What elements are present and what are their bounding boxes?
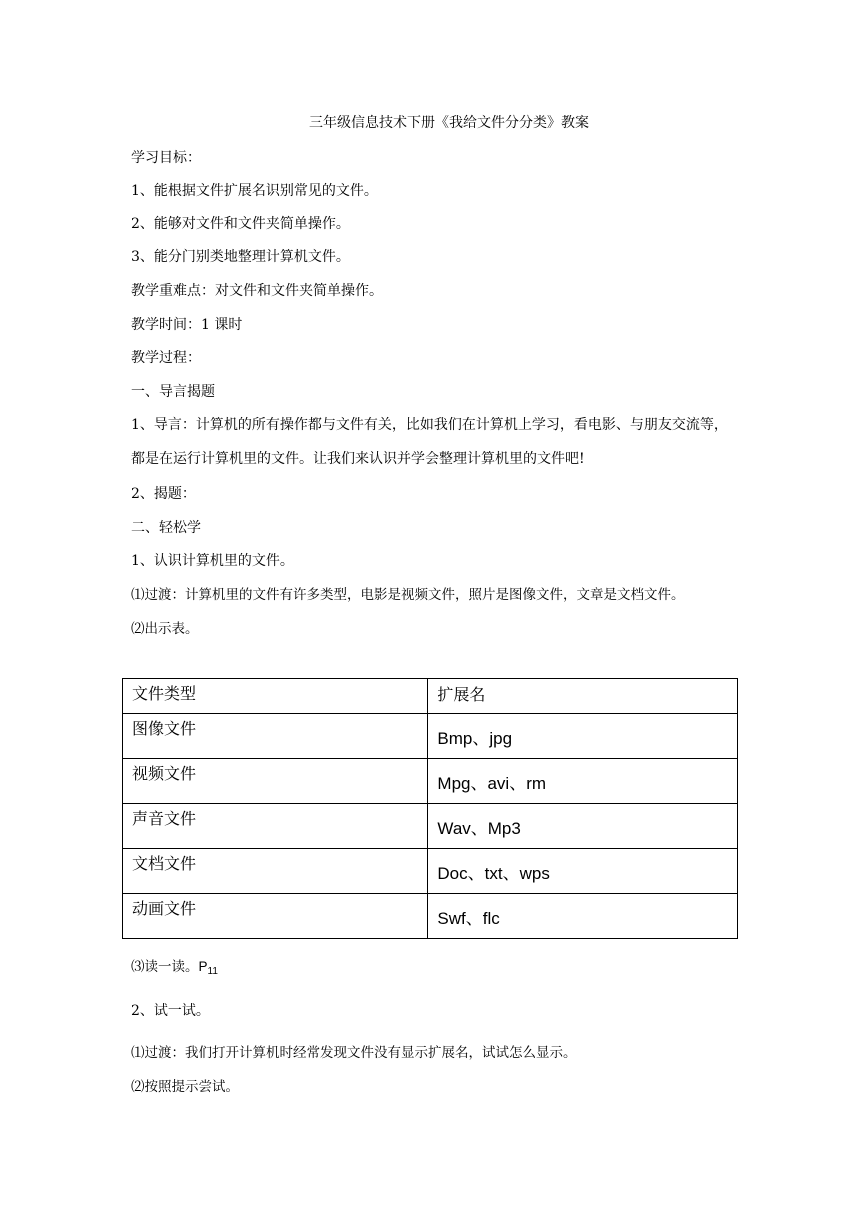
key-difficulty: 教学重难点：对文件和文件夹简单操作。 [131,283,383,299]
extension-cell: Doc、txt、wps [437,864,550,883]
file-extension-table [122,678,738,939]
objectives-heading: 学习目标： [131,150,201,166]
table-row [123,804,738,849]
header-file-type: 文件类型 [132,684,197,703]
table-row [123,894,738,939]
table-row [123,759,738,804]
objective-1: 1、能根据文件扩展名识别常见的文件。 [131,183,378,199]
page-reference-number: 11 [207,966,218,977]
document-title: 三年级信息技术下册《我给文件分分类》教案 [309,115,589,131]
objective-3: 3、能分门别类地整理计算机文件。 [131,249,350,265]
file-type-cell: 图像文件 [132,719,197,738]
section-2-heading: 二、轻松学 [131,520,201,536]
step-1-heading: 1、认识计算机里的文件。 [131,553,294,569]
try-follow: ⑵按照提示尝试。 [131,1079,239,1095]
table-row [123,849,738,894]
extension-cell: Bmp、jpg [437,729,513,748]
read-step-text: ⑶读一读。 [131,959,199,975]
header-cell-file-type [123,679,428,714]
table-row [123,714,738,759]
reveal-topic: 2、揭题： [131,486,196,502]
extension-cell: Swf、flc [437,909,500,928]
section-1-heading: 一、导言揭题 [131,384,215,400]
process-heading: 教学过程： [131,350,201,366]
show-table-text: ⑵出示表。 [131,621,199,637]
file-type-cell: 视频文件 [132,764,197,783]
intro-paragraph: 1、导言：计算机的所有操作都与文件有关，比如我们在计算机上学习，看电影、与朋友交流等，都是在运行计算机里的文件。让我们来认识并学会整理计算机里的文件吧! [131,417,728,467]
page-reference: P [198,959,208,974]
extension-cell: Mpg、avi、rm [437,774,547,793]
transition-text: ⑴过渡：计算机里的文件有许多类型，电影是视频文件，照片是图像文件，文章是文档文件。 [131,587,685,603]
file-type-cell: 声音文件 [132,809,197,828]
try-heading: 2、试一试。 [131,1003,210,1019]
objective-2: 2、能够对文件和文件夹简单操作。 [131,216,350,232]
try-transition: ⑴过渡：我们打开计算机时经常发现文件没有显示扩展名，试试怎么显示。 [131,1045,577,1061]
read-step [131,957,218,982]
extension-cell: Wav、Mp3 [437,819,521,838]
file-type-cell: 文档文件 [132,854,197,873]
header-cell-extension [428,679,738,714]
file-type-cell: 动画文件 [132,899,197,918]
table-header-row [123,679,738,714]
teaching-time: 教学时间：1 课时 [131,317,243,333]
header-extension: 扩展名 [437,685,486,704]
